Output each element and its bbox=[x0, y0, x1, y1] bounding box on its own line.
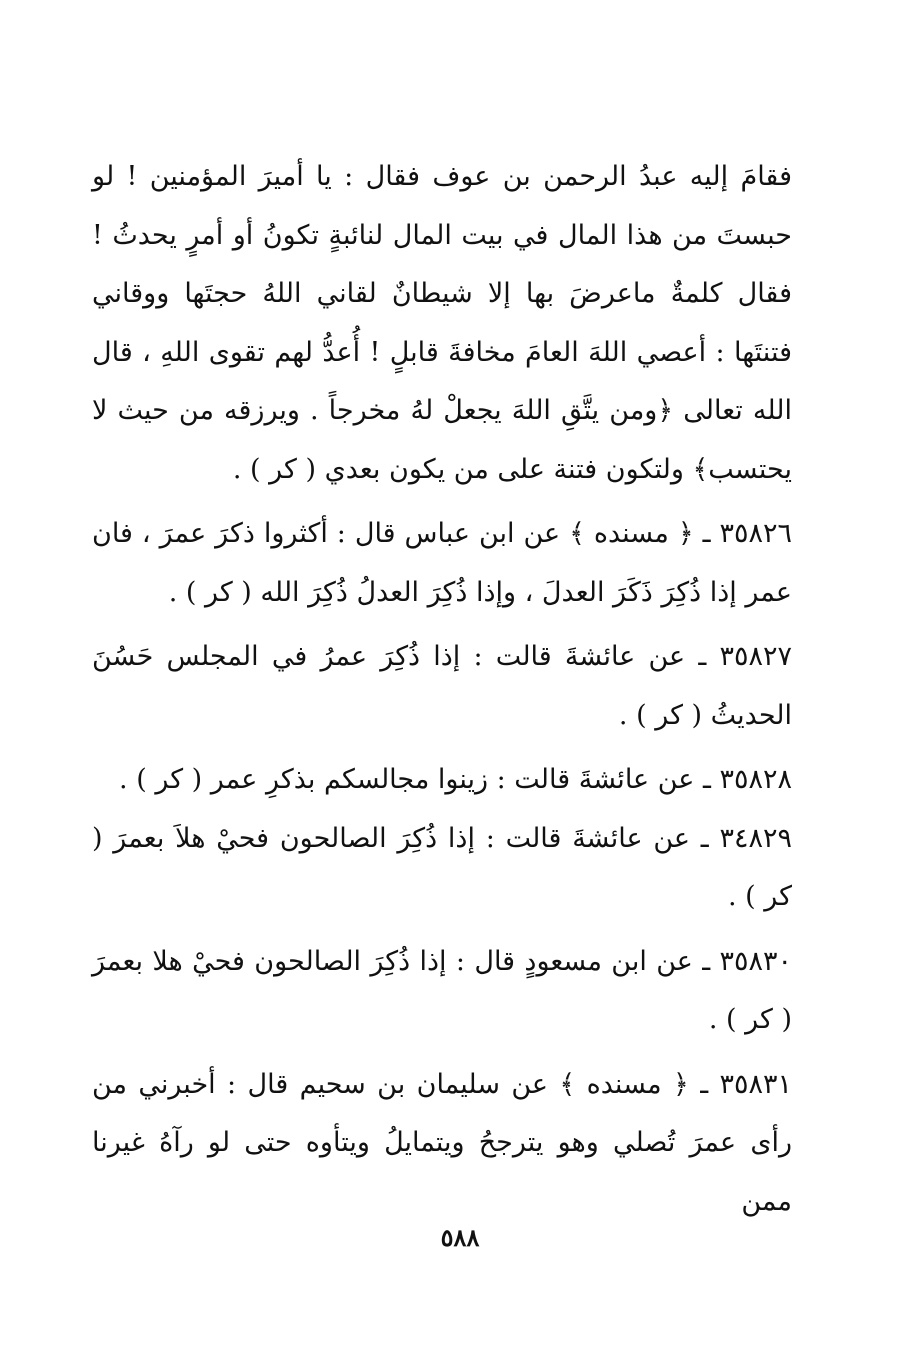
paragraph-continuation: فقامَ إليه عبدُ الرحمن بن عوف فقال : يا أميرَ المؤمنين ! لو حبستَ من هذا المال في بيت المال لنائبةٍ تكونُ أو أمرٍ يحدثُ ! فقال كلمةٌ ماعرضَ بها إلا شيطانٌ لقاني اللهُ حجتَها ووقاني فتنتَها : أعصي اللهَ العامَ مخافةَ قابلٍ ! أُعدُّ لهم تقوى اللهِ ، قال الله تعالى ﴿ومن يتَّقِ اللهَ يجعلْ لهُ مخرجاً . ويرزقه من حيث لا يحتسب﴾ ولتكون فتنة على من يكون بعدي ( كر ) . bbox=[92, 161, 792, 485]
hadith-35830: ٣٥٨٣٠ ـ عن ابن مسعودٍ قال : إذا ذُكِرَ الصالحون فحيْ هلا بعمرَ ( كر ) . bbox=[92, 945, 792, 1035]
page-number: ٥٨٨ bbox=[440, 1223, 480, 1252]
hadith-35831: ٣٥٨٣١ ـ ﴿ مسنده ﴾ عن سليمان بن سحيم قال : أخبرني من رأى عمرَ تُصلي وهو يترجحُ ويتمايلُ ويتأوه حتى لو رآهُ غيرنا ممن bbox=[92, 1068, 792, 1217]
hadith-35828: ٣٥٨٢٨ ـ عن عائشةَ قالت : زينوا مجالسكم بذكرِ عمر ( كر ) . bbox=[119, 764, 792, 795]
hadith-35826: ٣٥٨٢٦ ـ ﴿ مسنده ﴾ عن ابن عباس قال : أكثروا ذكرَ عمرَ ، فان عمر إذا ذُكِرَ ذَكَرَ العدلَ ، وإذا ذُكِرَ العدلُ ذُكِرَ الله ( كر ) . bbox=[92, 518, 792, 608]
page-body bbox=[92, 148, 792, 1231]
hadith-35827: ٣٥٨٢٧ ـ عن عائشةَ قالت : إذا ذُكِرَ عمرُ في المجلس حَسُنَ الحديثُ ( كر ) . bbox=[92, 641, 792, 731]
hadith-34829: ٣٤٨٢٩ ـ عن عائشةَ قالت : إذا ذُكِرَ الصالحون فحيْ هلاَ بعمرَ ( كر ) . bbox=[92, 822, 792, 912]
